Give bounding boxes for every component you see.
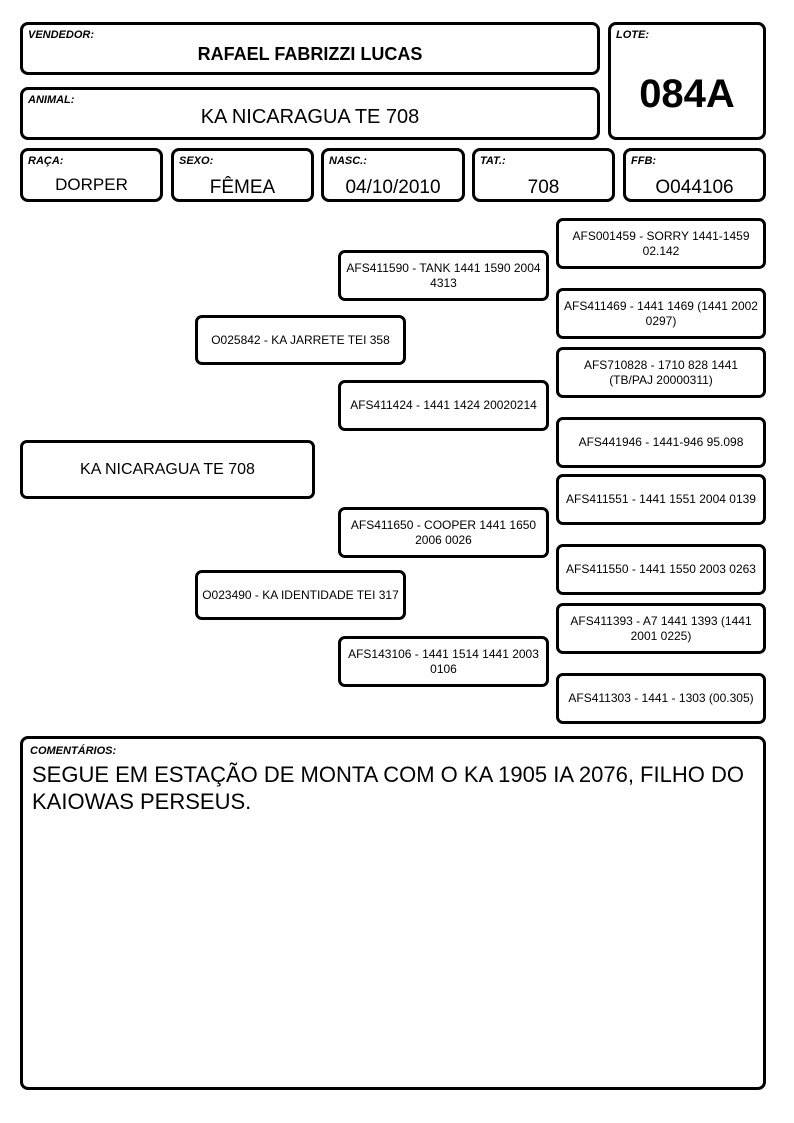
tat-box: [472, 148, 615, 202]
comments-text: SEGUE EM ESTAÇÃO DE MONTA COM O KA 1905 IA 2076, FILHO DO KAIOWAS PERSEUS.: [32, 762, 744, 814]
pedigree-dss: AFS411551 - 1441 1551 2004 0139: [556, 474, 766, 525]
animal-value: KA NICARAGUA TE 708: [200, 106, 420, 128]
lote-label: LOTE:: [616, 29, 649, 41]
raca-label: RAÇA:: [28, 155, 64, 167]
animal-box: [20, 87, 600, 140]
nasc-label: NASC.:: [329, 155, 367, 167]
ffb-label: FFB:: [631, 155, 657, 167]
lote-value: 084A: [639, 72, 735, 116]
sexo-label: SEXO:: [179, 155, 214, 167]
comments-label: COMENTÁRIOS:: [30, 745, 117, 757]
pedigree-dsd: AFS411550 - 1441 1550 2003 0263: [556, 544, 766, 595]
raca-box: [20, 148, 163, 202]
vendedor-value: RAFAEL FABRIZZI LUCAS: [197, 44, 423, 64]
sexo-box: [171, 148, 314, 202]
pedigree-dam-dam: AFS143106 - 1441 1514 1441 2003 0106: [338, 636, 549, 687]
tat-label: TAT.:: [480, 155, 506, 167]
pedigree-dam-sire: AFS411650 - COOPER 1441 1650 2006 0026: [338, 507, 549, 558]
lote-box: [608, 22, 766, 140]
raca-value: DORPER: [55, 175, 128, 194]
pedigree-sire-sire: AFS411590 - TANK 1441 1590 2004 4313: [338, 250, 549, 301]
ffb-value: O044106: [655, 177, 734, 198]
tat-value: 708: [527, 177, 560, 198]
pedigree-ddd: AFS411303 - 1441 - 1303 (00.305): [556, 673, 766, 724]
pedigree-dds: AFS411393 - A7 1441 1393 (1441 2001 0225): [556, 603, 766, 654]
nasc-value: 04/10/2010: [345, 177, 441, 198]
vendedor-box: [20, 22, 600, 75]
pedigree-sire-dam: AFS411424 - 1441 1424 20020214: [338, 380, 549, 431]
pedigree-ssd: AFS411469 - 1441 1469 (1441 2002 0297): [556, 288, 766, 339]
nasc-box: [321, 148, 465, 202]
comments-box: [20, 736, 766, 1090]
pedigree-subject: KA NICARAGUA TE 708: [20, 440, 315, 499]
animal-label: ANIMAL:: [28, 94, 75, 106]
pedigree-sire: O025842 - KA JARRETE TEI 358: [195, 315, 406, 365]
pedigree-dam: O023490 - KA IDENTIDADE TEI 317: [195, 570, 406, 620]
pedigree-sss: AFS001459 - SORRY 1441-1459 02.142: [556, 218, 766, 269]
ffb-box: [623, 148, 766, 202]
pedigree-sds: AFS710828 - 1710 828 1441 (TB/PAJ 20000311): [556, 347, 766, 398]
pedigree-sdd: AFS441946 - 1441-946 95.098: [556, 417, 766, 468]
sexo-value: FÊMEA: [209, 177, 276, 198]
vendedor-label: VENDEDOR:: [28, 29, 95, 41]
